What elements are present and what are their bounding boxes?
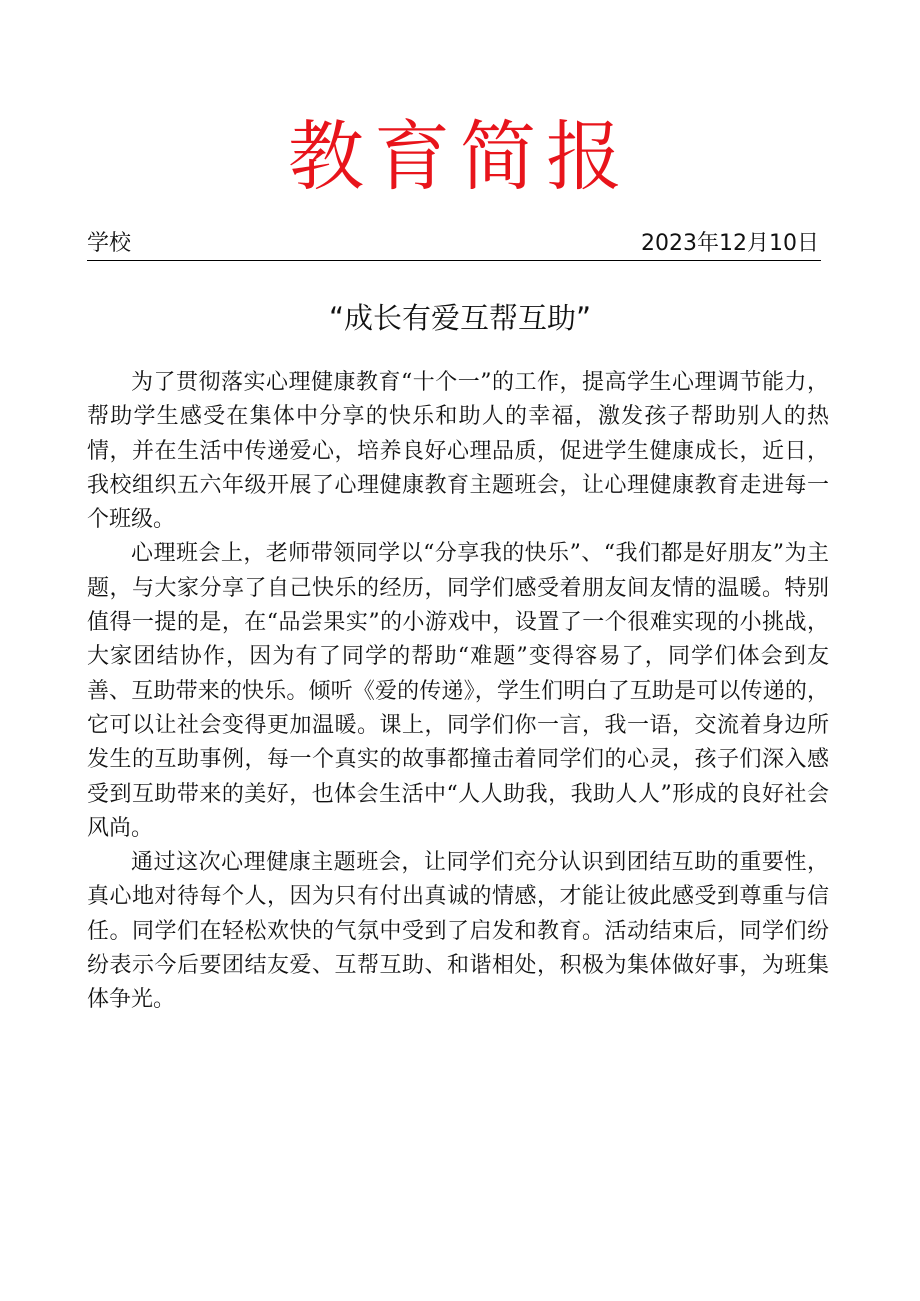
newsletter-masthead-title: 教育简报 <box>288 112 632 201</box>
article-paragraph: 心理班会上，老师带领同学以“分享我的快乐”、“我们都是好朋友”为主题，与大家分享了自己快乐的经历，同学们感受着朋友间友情的温暖。特别值得一提的是，在“品尝果实”的小游戏中，设置了一个很难实现的小挑战，大家团结协作，因为有了同学的帮助“难题”变得容易了，同学们体会到友善、互助带来的快乐。倾听《爱的传递》，学生们明白了互助是可以传递的，它可以让社会变得更加温暖。课上，同学们你一言，我一语，交流着身边所发生的互助事例，每一个真实的故事都撞击着同学们的心灵，孩子们深入感受到互助带来的美好，也体会生活中“人人助我，我助人人”形成的良好社会风尚。 <box>87 541 829 841</box>
article-title: “成长有爱互帮互助” <box>328 301 592 335</box>
masthead-meta-row <box>87 228 821 261</box>
article-paragraph: 通过这次心理健康主题班会，让同学们充分认识到团结互助的重要性，真心地对待每个人，因为只有付出真诚的情感，才能让彼此感受到尊重与信任。同学们在轻松欢快的气氛中受到了启发和教育。活动结束后，同学们纷纷表示今后要团结友爱、互帮互助、和谐相处，积极为集体做好事，为班集体争光。 <box>87 850 829 1013</box>
article-body <box>87 366 829 1018</box>
issue-date: 2023年12月10日 <box>641 231 819 256</box>
school-label: 学校 <box>87 231 132 256</box>
article-paragraph: 为了贯彻落实心理健康教育“十个一”的工作，提高学生心理调节能力，帮助学生感受在集体中分享的快乐和助人的幸福，激发孩子帮助别人的热情，并在生活中传递爱心，培养良好心理品质，促进学生健康成长，近日，我校组织五六年级开展了心理健康教育主题班会，让心理健康教育走进每一个班级。 <box>87 370 829 533</box>
